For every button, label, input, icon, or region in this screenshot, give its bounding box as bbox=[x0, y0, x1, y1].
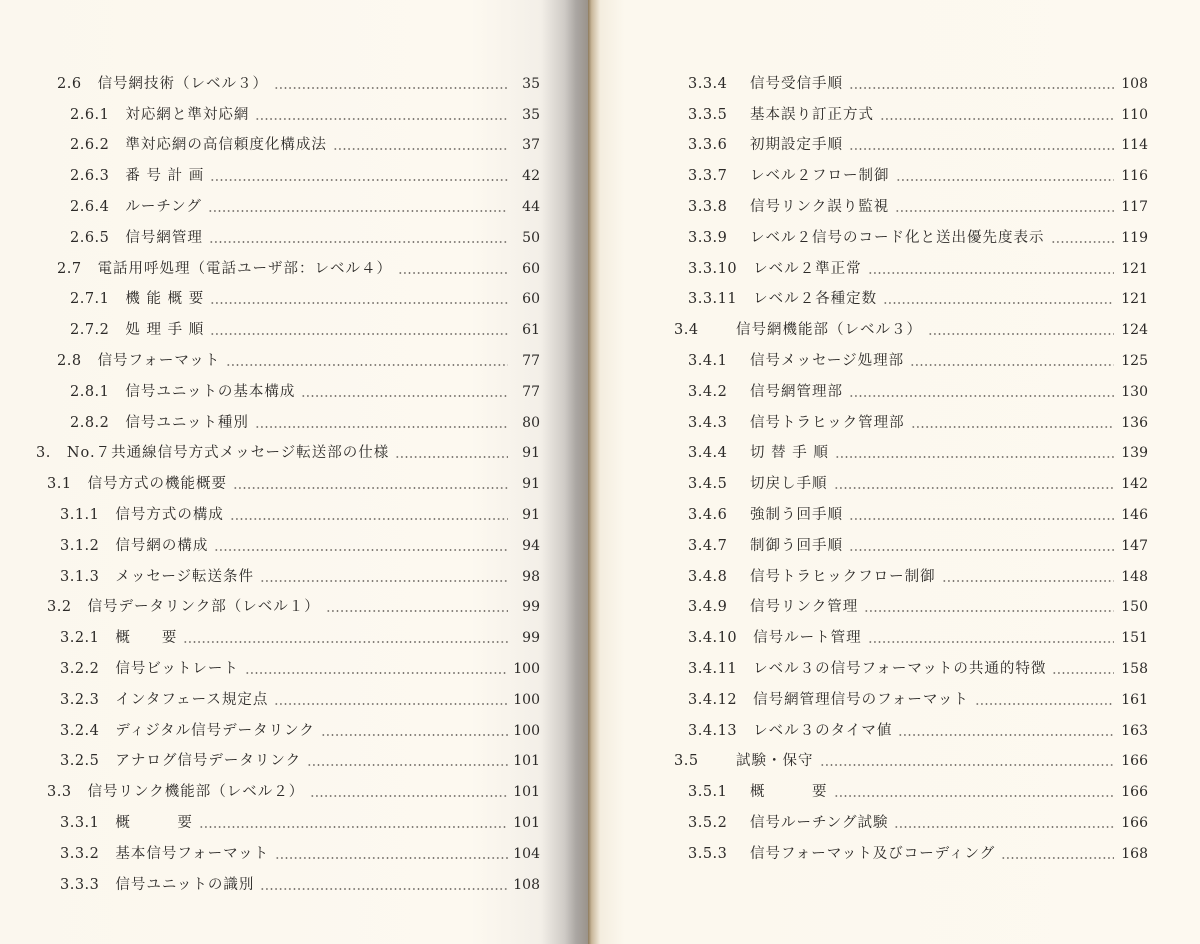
section-number: 3.5.1 bbox=[688, 784, 728, 801]
section-number: 3.3.1 bbox=[60, 814, 100, 831]
page-number: 100 bbox=[513, 660, 540, 677]
page-number: 124 bbox=[1121, 322, 1148, 339]
section-title: 信号リンク誤り監視 bbox=[750, 198, 890, 215]
dot-leader bbox=[896, 179, 1115, 181]
page-number: 148 bbox=[1121, 568, 1148, 585]
dot-leader bbox=[910, 364, 1114, 366]
toc-entry[interactable] bbox=[0, 617, 540, 648]
page-number: 99 bbox=[522, 599, 540, 616]
section-number: 3.1.2 bbox=[60, 537, 100, 554]
toc-entry[interactable] bbox=[588, 463, 1148, 494]
dot-leader bbox=[301, 395, 508, 397]
left-page bbox=[0, 0, 588, 944]
page-number: 121 bbox=[1121, 260, 1148, 277]
toc-entry[interactable] bbox=[0, 402, 540, 433]
dot-leader bbox=[214, 549, 508, 551]
dot-leader bbox=[307, 764, 508, 766]
section-title: 基本信号フォーマット bbox=[115, 845, 270, 862]
toc-entry[interactable] bbox=[588, 433, 1148, 464]
page-number: 114 bbox=[1121, 137, 1148, 154]
page-number: 101 bbox=[513, 753, 540, 770]
section-title: 信号ルート管理 bbox=[753, 630, 862, 647]
page-number: 80 bbox=[522, 414, 540, 431]
section-title: レベル２信号のコード化と送出優先度表示 bbox=[750, 229, 1045, 246]
toc-entry[interactable] bbox=[0, 340, 540, 371]
page-number: 91 bbox=[522, 506, 540, 523]
toc-entry[interactable] bbox=[0, 248, 540, 279]
section-number: 3.4.11 bbox=[688, 660, 738, 677]
section-title: レベル３のタイマ値 bbox=[753, 722, 893, 739]
section-number: 2.8.2 bbox=[70, 414, 110, 431]
section-number: 3.3 bbox=[47, 784, 72, 801]
section-title: 切戻し手順 bbox=[750, 476, 828, 493]
toc-entry[interactable] bbox=[588, 556, 1148, 587]
page-number: 35 bbox=[522, 75, 540, 92]
section-number: 3.2.3 bbox=[60, 691, 100, 708]
page-number: 158 bbox=[1121, 660, 1148, 677]
toc-entry[interactable] bbox=[0, 433, 540, 464]
section-number: 3.1.1 bbox=[60, 506, 100, 523]
page-number: 163 bbox=[1121, 722, 1148, 739]
toc-entry[interactable] bbox=[0, 556, 540, 587]
toc-entry[interactable] bbox=[588, 125, 1148, 156]
dot-leader bbox=[868, 641, 1114, 643]
toc-entry[interactable] bbox=[0, 125, 540, 156]
section-title: 信号フォーマット及びコーディング bbox=[750, 845, 996, 862]
toc-entry[interactable] bbox=[588, 309, 1148, 340]
page-number: 110 bbox=[1121, 106, 1148, 123]
page-number: 168 bbox=[1121, 845, 1148, 862]
section-title: 試験・保守 bbox=[736, 753, 814, 770]
dot-leader bbox=[210, 302, 508, 304]
toc-entry[interactable] bbox=[588, 617, 1148, 648]
toc-entry[interactable] bbox=[588, 279, 1148, 310]
dot-leader bbox=[260, 580, 508, 582]
page-number: 166 bbox=[1121, 753, 1148, 770]
toc-entry[interactable] bbox=[0, 155, 540, 186]
dot-leader bbox=[230, 518, 508, 520]
dot-leader bbox=[1052, 672, 1114, 674]
dot-leader bbox=[245, 672, 508, 674]
section-title: メッセージ転送条件 bbox=[115, 568, 255, 585]
page-number: 121 bbox=[1121, 291, 1148, 308]
dot-leader bbox=[835, 456, 1114, 458]
toc-entry[interactable] bbox=[588, 679, 1148, 710]
page-number: 61 bbox=[522, 322, 540, 339]
page-number: 42 bbox=[522, 168, 540, 185]
section-number: 3.4.13 bbox=[688, 722, 738, 739]
section-number: 3.4.5 bbox=[688, 476, 728, 493]
section-number: 2.6 bbox=[57, 75, 82, 92]
dot-leader bbox=[1001, 857, 1114, 859]
dot-leader bbox=[274, 87, 508, 89]
section-title: 信号ルーチング試験 bbox=[750, 814, 889, 831]
toc-entry[interactable] bbox=[588, 248, 1148, 279]
section-title: 初期設定手順 bbox=[750, 137, 843, 154]
toc-entry[interactable] bbox=[0, 864, 540, 895]
dot-leader bbox=[883, 302, 1114, 304]
section-number: 3.5 bbox=[674, 753, 699, 770]
section-title: 信号データリンク部（レベル１） bbox=[87, 599, 320, 616]
section-number: 3.2.2 bbox=[60, 660, 100, 677]
page-number: 98 bbox=[522, 568, 540, 585]
section-number: 3.4 bbox=[674, 322, 699, 339]
section-title: レベル２各種定数 bbox=[753, 291, 878, 308]
page-number: 116 bbox=[1121, 168, 1148, 185]
section-number: 3.2.5 bbox=[60, 753, 100, 770]
page-number: 60 bbox=[522, 260, 540, 277]
section-title: 信号ユニット種別 bbox=[125, 414, 249, 431]
dot-leader bbox=[208, 210, 508, 212]
dot-leader bbox=[849, 87, 1114, 89]
section-title: アナログ信号データリンク bbox=[115, 753, 302, 770]
section-title: 概 要 bbox=[115, 630, 178, 647]
section-title: 概 要 bbox=[115, 814, 193, 831]
toc-entry[interactable] bbox=[0, 186, 540, 217]
section-title: 信号網の構成 bbox=[115, 537, 209, 554]
dot-leader bbox=[834, 795, 1115, 797]
section-number: 3.3.6 bbox=[688, 137, 728, 154]
dot-leader bbox=[820, 764, 1115, 766]
section-number: 2.8.1 bbox=[70, 383, 110, 400]
section-number: 3.4.12 bbox=[688, 691, 738, 708]
section-number: 3.4.9 bbox=[688, 599, 728, 616]
page-number: 146 bbox=[1121, 506, 1148, 523]
section-title: 処 理 手 順 bbox=[125, 322, 205, 339]
toc-entry[interactable] bbox=[588, 802, 1148, 833]
toc-entry[interactable] bbox=[0, 279, 540, 310]
section-number: 2.6.1 bbox=[70, 106, 110, 123]
toc-entry[interactable] bbox=[588, 587, 1148, 618]
section-title: 基本誤り訂正方式 bbox=[750, 106, 874, 123]
toc-entry[interactable] bbox=[588, 94, 1148, 125]
section-title: レベル２準正常 bbox=[753, 260, 862, 277]
dot-leader bbox=[849, 518, 1114, 520]
dot-leader bbox=[928, 333, 1114, 335]
section-number: 3.5.2 bbox=[688, 814, 728, 831]
toc-entry[interactable] bbox=[588, 525, 1148, 556]
section-number: 3.4.7 bbox=[688, 537, 728, 554]
toc-entry[interactable] bbox=[588, 63, 1148, 94]
section-title: 信号ユニットの識別 bbox=[115, 876, 255, 893]
section-title: 番 号 計 画 bbox=[125, 168, 205, 185]
section-number: 3.2 bbox=[47, 599, 72, 616]
section-number: 3.4.4 bbox=[688, 445, 728, 462]
section-number: 3.3.8 bbox=[688, 198, 728, 215]
section-number: 3.4.8 bbox=[688, 568, 728, 585]
dot-leader bbox=[260, 888, 508, 890]
section-title: 信号トラヒック管理部 bbox=[750, 414, 905, 431]
dot-leader bbox=[895, 210, 1114, 212]
section-title: 信号網管理 bbox=[125, 229, 203, 246]
page-number: 91 bbox=[522, 476, 540, 493]
page-number: 166 bbox=[1121, 784, 1148, 801]
section-title: 対応網と準対応網 bbox=[125, 106, 250, 123]
toc-entry[interactable] bbox=[0, 63, 540, 94]
section-title: 強制う回手順 bbox=[750, 506, 843, 523]
dot-leader bbox=[310, 795, 508, 797]
section-number: 3.2.1 bbox=[60, 630, 100, 647]
section-title: 切 替 手 順 bbox=[750, 445, 829, 462]
page-number: 44 bbox=[522, 198, 540, 215]
section-title: 信号ビットレート bbox=[115, 660, 239, 677]
section-title: No.７共通線信号方式メッセージ転送部の仕様 bbox=[66, 445, 390, 462]
dot-leader bbox=[1051, 241, 1115, 243]
section-number: 3.3.9 bbox=[688, 229, 728, 246]
section-title: レベル３の信号フォーマットの共通的特徴 bbox=[753, 660, 1047, 677]
dot-leader bbox=[849, 549, 1114, 551]
page-number: 91 bbox=[522, 445, 540, 462]
toc-entry[interactable] bbox=[0, 94, 540, 125]
dot-leader bbox=[942, 580, 1114, 582]
section-title: ディジタル信号データリンク bbox=[115, 722, 315, 739]
page-number: 37 bbox=[522, 137, 540, 154]
dot-leader bbox=[210, 179, 508, 181]
toc-entry[interactable] bbox=[0, 309, 540, 340]
page-number: 136 bbox=[1121, 414, 1148, 431]
page-number: 130 bbox=[1121, 383, 1148, 400]
dot-leader bbox=[894, 826, 1114, 828]
dot-leader bbox=[834, 487, 1115, 489]
page-number: 100 bbox=[513, 691, 540, 708]
dot-leader bbox=[226, 364, 508, 366]
page-number: 100 bbox=[513, 722, 540, 739]
toc-entry[interactable] bbox=[0, 494, 540, 525]
section-title: レベル２フロー制御 bbox=[750, 168, 890, 185]
toc-entry[interactable] bbox=[588, 371, 1148, 402]
section-title: 信号ユニットの基本構成 bbox=[125, 383, 296, 400]
section-title: ルーチング bbox=[125, 198, 202, 215]
section-number: 3.3.10 bbox=[688, 260, 738, 277]
dot-leader bbox=[849, 148, 1114, 150]
page-number: 108 bbox=[1121, 75, 1148, 92]
toc-entry[interactable] bbox=[588, 494, 1148, 525]
section-title: 信号網技術（レベル３） bbox=[97, 75, 269, 92]
toc-entry[interactable] bbox=[0, 679, 540, 710]
dot-leader bbox=[864, 610, 1114, 612]
section-title: 信号リンク管理 bbox=[750, 599, 859, 616]
section-title: 機 能 概 要 bbox=[125, 291, 205, 308]
section-number: 3. bbox=[36, 445, 51, 462]
section-number: 3.3.5 bbox=[688, 106, 728, 123]
section-number: 2.7.2 bbox=[70, 322, 110, 339]
section-title: 信号網管理部 bbox=[750, 383, 843, 400]
toc-entry[interactable] bbox=[588, 340, 1148, 371]
dot-leader bbox=[275, 857, 508, 859]
page-number: 108 bbox=[513, 876, 540, 893]
page-number: 150 bbox=[1121, 599, 1148, 616]
page-number: 50 bbox=[522, 229, 540, 246]
toc-entry[interactable] bbox=[588, 741, 1148, 772]
toc-entry[interactable] bbox=[588, 155, 1148, 186]
page-number: 101 bbox=[513, 784, 540, 801]
dot-leader bbox=[975, 703, 1114, 705]
dot-leader bbox=[209, 241, 508, 243]
section-number: 3.2.4 bbox=[60, 722, 100, 739]
page-number: 35 bbox=[522, 106, 540, 123]
toc-entry[interactable] bbox=[0, 217, 540, 248]
toc-entry[interactable] bbox=[0, 802, 540, 833]
section-number: 3.3.4 bbox=[688, 75, 728, 92]
page-number: 139 bbox=[1121, 445, 1148, 462]
section-title: 信号方式の機能概要 bbox=[87, 476, 228, 493]
section-title: 信号方式の構成 bbox=[115, 506, 224, 523]
toc-entry[interactable] bbox=[0, 525, 540, 556]
dot-leader bbox=[868, 272, 1114, 274]
dot-leader bbox=[199, 826, 508, 828]
section-number: 3.3.7 bbox=[688, 168, 728, 185]
right-page bbox=[588, 0, 1200, 944]
dot-leader bbox=[395, 456, 508, 458]
section-title: 信号受信手順 bbox=[750, 75, 843, 92]
section-title: 制御う回手順 bbox=[750, 537, 843, 554]
section-number: 3.4.1 bbox=[688, 352, 728, 369]
toc-entry[interactable] bbox=[588, 771, 1148, 802]
toc-entry[interactable] bbox=[588, 402, 1148, 433]
page-number: 77 bbox=[522, 352, 540, 369]
toc-entry[interactable] bbox=[588, 186, 1148, 217]
page-number: 119 bbox=[1121, 229, 1148, 246]
section-title: 概 要 bbox=[750, 784, 828, 801]
page-number: 77 bbox=[522, 383, 540, 400]
section-number: 3.4.6 bbox=[688, 506, 728, 523]
section-title: 信号網管理信号のフォーマット bbox=[753, 691, 969, 708]
dot-leader bbox=[880, 118, 1114, 120]
toc-entry[interactable] bbox=[0, 371, 540, 402]
table-of-contents-right bbox=[588, 63, 1148, 864]
dot-leader bbox=[255, 118, 508, 120]
section-number: 3.3.2 bbox=[60, 845, 100, 862]
section-number: 3.5.3 bbox=[688, 845, 728, 862]
dot-leader bbox=[233, 487, 508, 489]
section-number: 3.1.3 bbox=[60, 568, 100, 585]
page-number: 151 bbox=[1121, 630, 1148, 647]
dot-leader bbox=[255, 426, 508, 428]
dot-leader bbox=[321, 734, 508, 736]
section-number: 2.6.3 bbox=[70, 168, 110, 185]
page-number: 142 bbox=[1121, 476, 1148, 493]
toc-entry[interactable] bbox=[0, 741, 540, 772]
section-title: 電話用呼処理（電話ユーザ部：レベル４） bbox=[97, 260, 393, 277]
section-title: 信号リンク機能部（レベル２） bbox=[87, 784, 305, 801]
section-title: 準対応網の高信頼度化構成法 bbox=[125, 137, 327, 154]
dot-leader bbox=[898, 734, 1114, 736]
dot-leader bbox=[911, 426, 1114, 428]
dot-leader bbox=[183, 641, 508, 643]
dot-leader bbox=[274, 703, 508, 705]
section-number: 3.3.11 bbox=[688, 291, 738, 308]
page-number: 117 bbox=[1121, 198, 1148, 215]
section-number: 3.1 bbox=[47, 476, 72, 493]
section-number: 2.6.5 bbox=[70, 229, 110, 246]
section-number: 3.4.10 bbox=[688, 630, 738, 647]
toc-entry[interactable] bbox=[0, 463, 540, 494]
section-title: 信号網機能部（レベル３） bbox=[736, 322, 922, 339]
toc-entry[interactable] bbox=[588, 217, 1148, 248]
page-number: 101 bbox=[513, 814, 540, 831]
dot-leader bbox=[333, 148, 508, 150]
section-number: 3.3.3 bbox=[60, 876, 100, 893]
page-number: 99 bbox=[522, 630, 540, 647]
section-title: 信号メッセージ処理部 bbox=[750, 352, 905, 369]
section-number: 2.7.1 bbox=[70, 291, 110, 308]
dot-leader bbox=[326, 610, 508, 612]
section-title: 信号フォーマット bbox=[97, 352, 221, 369]
toc-entry[interactable] bbox=[0, 833, 540, 864]
section-number: 2.8 bbox=[57, 352, 82, 369]
section-number: 2.6.2 bbox=[70, 137, 110, 154]
section-title: 信号トラヒックフロー制御 bbox=[750, 568, 936, 585]
toc-entry[interactable] bbox=[588, 648, 1148, 679]
page-number: 147 bbox=[1121, 537, 1148, 554]
page-number: 161 bbox=[1121, 691, 1148, 708]
page-number: 125 bbox=[1121, 352, 1148, 369]
toc-entry[interactable] bbox=[0, 710, 540, 741]
toc-entry[interactable] bbox=[588, 710, 1148, 741]
table-of-contents-left bbox=[0, 63, 540, 895]
page-number: 104 bbox=[513, 845, 540, 862]
page-number: 60 bbox=[522, 291, 540, 308]
section-number: 3.4.3 bbox=[688, 414, 728, 431]
dot-leader bbox=[398, 272, 508, 274]
section-number: 2.7 bbox=[57, 260, 82, 277]
page-number: 94 bbox=[522, 537, 540, 554]
toc-entry[interactable] bbox=[588, 833, 1148, 864]
section-title: インタフェース規定点 bbox=[115, 691, 269, 708]
toc-entry[interactable] bbox=[0, 771, 540, 802]
section-number: 3.4.2 bbox=[688, 383, 728, 400]
section-number: 2.6.4 bbox=[70, 198, 110, 215]
dot-leader bbox=[849, 395, 1114, 397]
page-number: 166 bbox=[1121, 814, 1148, 831]
toc-entry[interactable] bbox=[0, 587, 540, 618]
toc-entry[interactable] bbox=[0, 648, 540, 679]
dot-leader bbox=[210, 333, 508, 335]
